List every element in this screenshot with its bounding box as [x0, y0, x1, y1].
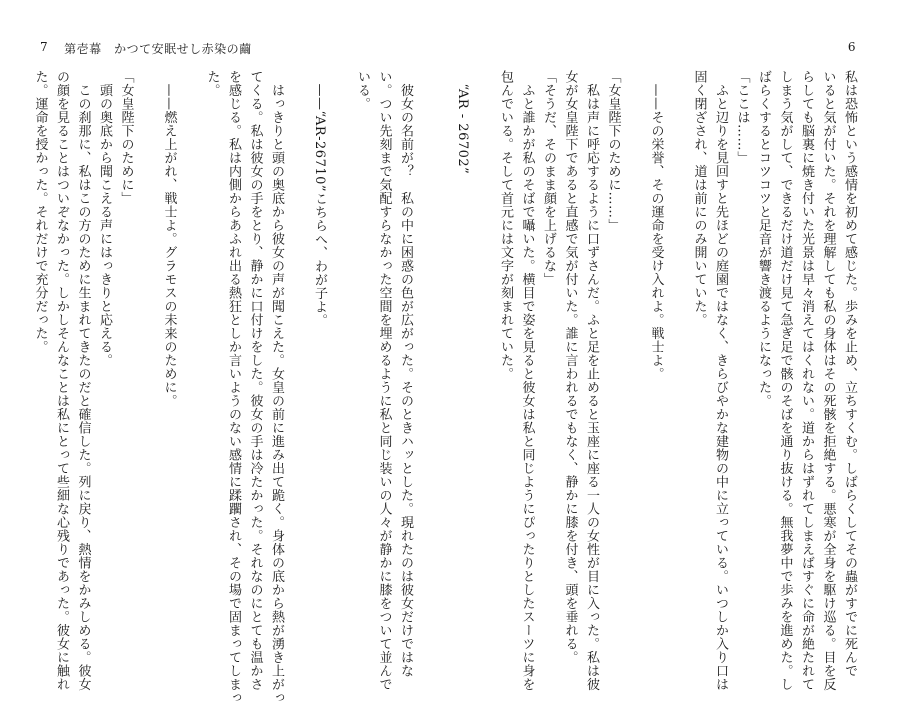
text-line: ふと誰かが私のそばで囁いた。横目で姿を見ると彼女は私と同じようにぴったりとしたスーツに身を — [519, 70, 535, 691]
text-line: いる。 — [355, 70, 370, 111]
chapter-title: 第壱幕 かつて安眠せし赤染の繭 — [64, 42, 252, 56]
text-line: た。運命を授かった。それだけで充分だった。 — [32, 70, 48, 354]
text-line — [473, 70, 495, 610]
text-line: 「女皇陛下のために……」 — [605, 70, 621, 232]
text-line: 「ここは……」 — [734, 70, 750, 165]
text-line: ばらくするとコツコツと足音が響き渡るようになった。 — [756, 70, 771, 408]
text-line: ふと辺りを見回すと先ほどの庭園ではなく、きらびやかな建物の中に立っている。いつしか入り口は — [713, 70, 728, 691]
right-page-body — [450, 70, 860, 691]
text-line: ——燃え上がれ、戦士よ。グラモスの未来のために。 — [161, 70, 177, 408]
chapter-number: 7 — [40, 40, 49, 54]
text-line: た。 — [204, 70, 220, 97]
text-line: てくる。私は彼女の手をとり、静かに口付けをした。彼女の手は冷たかった。それなのにとても温かさ — [247, 70, 263, 691]
text-line: 彼女の名前が？ 私の中に困惑の色が広がった。そのときハッとした。現れたのは彼女だけではな — [398, 70, 413, 678]
text-line: い。つい先刻まで気配すらなかった空間を埋めるように私と同じ装いの人々が静かに膝をついて並んで — [376, 70, 392, 691]
text-line — [667, 70, 689, 610]
left-page-body — [32, 70, 416, 705]
text-line: 「そうだ、そのまま顔を上げるな」 — [541, 70, 556, 286]
text-line: しまう気がして、できるだけ道だけ見て急ぎ足で骸のそばを通り抜ける。無我夢中で歩みを進めた。し — [777, 70, 793, 691]
text-line: 私は声に呼応するように口ずさんだ。ふと足を止めると玉座に座る一人の女性が目に入った。私は彼 — [584, 70, 599, 691]
text-line: はっきりと頭の奥底から彼女の声が聞こえた。女皇の前に進み出て跪く。身体の底から熱が湧き上がっ — [269, 70, 284, 705]
text-line: 固く閉ざされ、道は前にのみ開いていた。 — [691, 70, 707, 327]
running-header — [40, 40, 252, 57]
text-line: 「女皇陛下のために」 — [118, 70, 134, 205]
text-line: らしても脳裏に焼き付いた光景は早々消えてはくれない。道からはずれてしまえばすぐに命が絶たれて — [799, 70, 814, 691]
text-line: を感じる。私は内側からあふれ出る熱狂としか言いようのない感情に蹂躙され、その場で固まってしまっ — [226, 70, 241, 705]
text-line: 包んでいる。そして首元には文字が刻まれていた。 — [498, 70, 513, 381]
text-line — [287, 70, 309, 610]
text-line — [137, 70, 159, 610]
text-line: の顔を見ることはついぞなかった。しかしそんなことは私にとって些細な心残りであった。彼女に触れ — [54, 70, 69, 691]
text-line: “AR - 26702” — [455, 70, 470, 175]
text-line: 頭の奥底から聞こえる声にはっきりと応える。 — [97, 70, 112, 367]
page-number: 6 — [847, 40, 856, 54]
text-line: 女が女皇陛下であると直感で気が付いた。誰に言われるでもなく、静かに膝を付き、頭を垂れる。 — [562, 70, 578, 664]
text-line — [330, 70, 352, 610]
text-line — [624, 70, 646, 610]
text-line: ——その栄誉、その運命を受け入れよ。戦士よ。 — [648, 70, 664, 381]
text-line: この刹那に、私はこの方のために生まれてきたのだと確信した。列に戻り、熱情をかみしめる。彼女 — [75, 70, 91, 691]
text-line — [180, 70, 202, 610]
text-line: いると気が付いた。それを理解しても私の身体はその死骸を拒絶する。悪寒が全身を駆け巡る。目を反 — [820, 70, 836, 691]
text-line: 私は恐怖という感情を初めて感じた。歩みを止め、立ちすくむ。しばらくしてその蟲がすでに死んで — [842, 70, 857, 678]
text-line: ——“AR-26710”こちらへ、わが子よ。 — [312, 70, 327, 328]
